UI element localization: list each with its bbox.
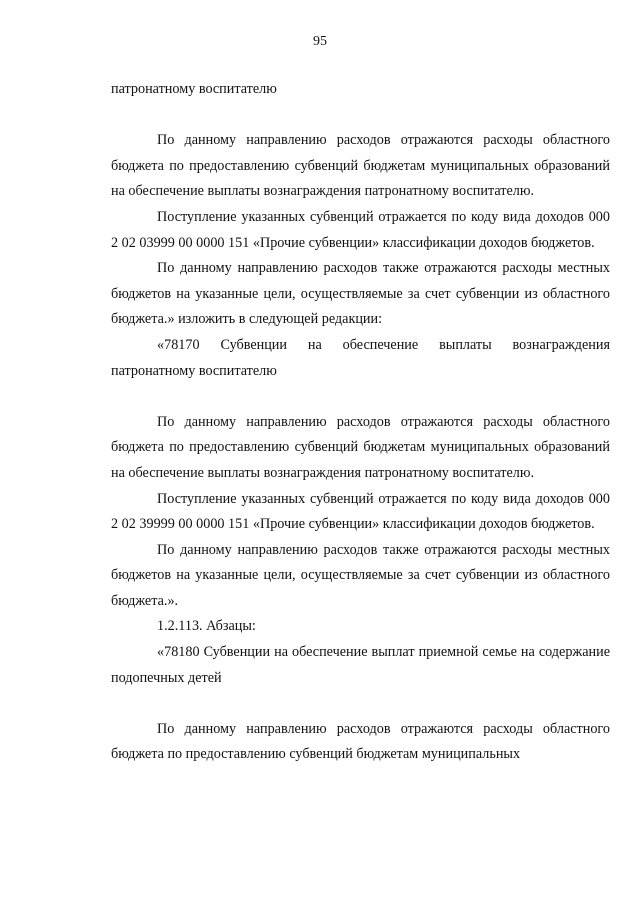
paragraph-title-continuation: патронатному воспитателю	[111, 81, 277, 97]
paragraph: Поступление указанных субвенций отражается по коду вида доходов 000 2 02 39999 00 0000 151 «Прочие субвенции» классификации доходов бюджетов.	[111, 490, 610, 533]
paragraph-gap	[111, 691, 610, 717]
document-body	[111, 77, 610, 768]
paragraph: По данному направлению расходов отражаются расходы областного бюджета по предоставлению субвенций бюджетам муниципальных образований на обеспечение выплаты вознаграждения патронатному воспитателю.	[111, 132, 610, 200]
paragraph: По данному направлению расходов отражаются расходы областного бюджета по предоставлению субвенций бюджетам муниципальных образований на обеспечение выплаты вознаграждения патронатному воспитателю.	[111, 413, 610, 481]
page-number: 95	[313, 34, 327, 49]
paragraph-heading-78170: «78170 Субвенции на обеспечение выплаты вознаграждения патронатному воспитателю	[111, 336, 610, 379]
paragraph: По данному направлению расходов также отражаются расходы местных бюджетов на указанные цели, осуществляемые за счет субвенции из областного бюджета.».	[111, 541, 610, 609]
paragraph-gap	[111, 103, 610, 129]
section-number: 1.2.113. Абзацы:	[157, 618, 256, 635]
paragraph: По данному направлению расходов также отражаются расходы местных бюджетов на указанные цели, осуществляемые за счет субвенции из областного бюджета.» изложить в следующей редакции:	[111, 260, 610, 328]
paragraph: Поступление указанных субвенций отражается по коду вида доходов 000 2 02 03999 00 0000 151 «Прочие субвенции» классификации доходов бюджетов.	[111, 208, 610, 251]
paragraph: По данному направлению расходов отражаются расходы областного бюджета по предоставлению субвенций бюджетам муниципальных	[111, 720, 610, 763]
paragraph-heading-78180: «78180 Субвенции на обеспечение выплат приемной семье на содержание подопечных детей	[111, 644, 610, 686]
paragraph-gap	[111, 384, 610, 410]
